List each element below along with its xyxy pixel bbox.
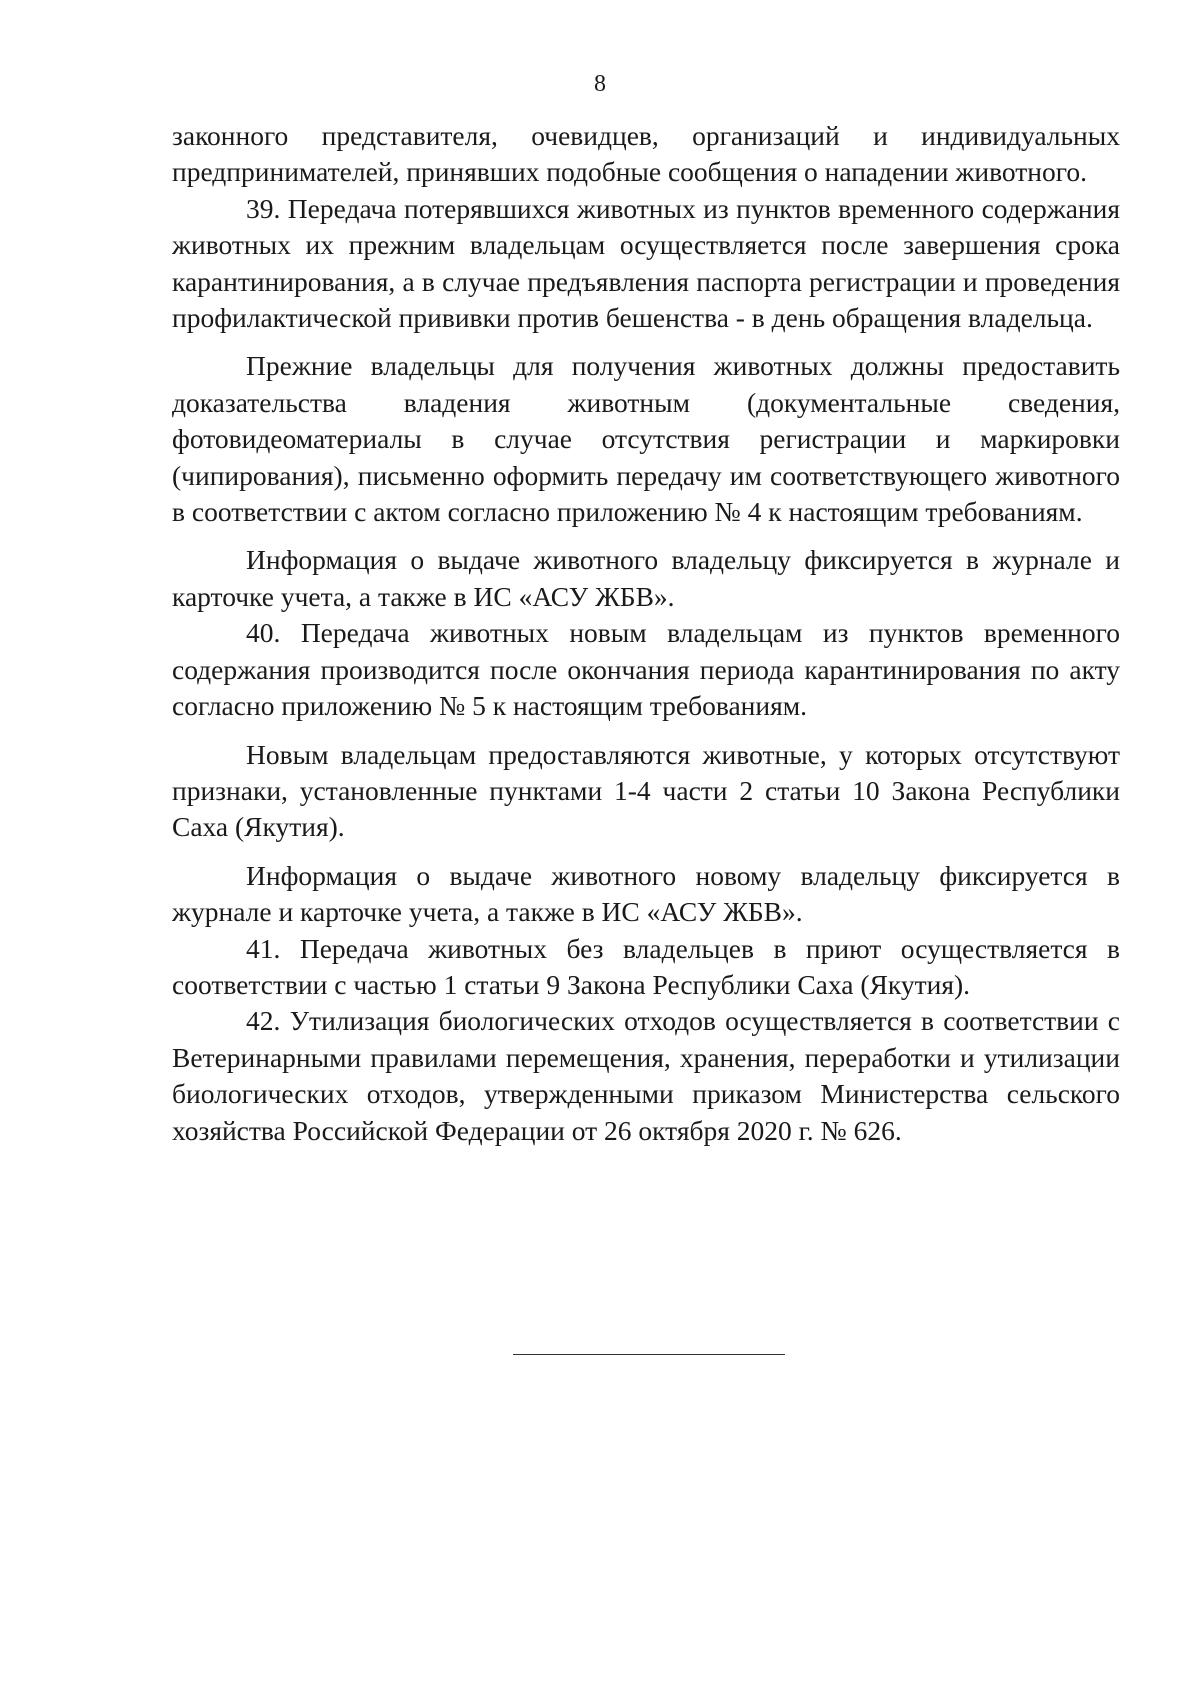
page-number: 8 <box>594 71 606 97</box>
paragraph-item-41: 41. Передача животных без владельцев в приют осуществляется в соответствии с частью 1 статьи 9 Закона Республики Саха (Якутия). <box>172 932 1120 1000</box>
document-body <box>172 118 1120 1149</box>
paragraph-previous-owners: Прежние владельцы для получения животных должны предоставить доказательства владения животным (документальные сведения, фотовидеоматериалы в случае отсутствия регистрации и маркировки (чипирования), письменно оформить передачу им соответствующего животного в соответствии с актом согласно приложению № 4 к настоящим требованиям. <box>172 350 1120 528</box>
paragraph-item-40: 40. Передача животных новым владельцам из пунктов временного содержания производится после окончания периода карантинирования по акту согласно приложению № 5 к настоящим требованиям. <box>172 617 1120 722</box>
paragraph-item-42: 42. Утилизация биологических отходов осуществляется в соответствии с Ветеринарными правилами перемещения, хранения, переработки и утилизации биологических отходов, утвержденными приказом Министерства сельского хозяйства Российской Федерации от 26 октября 2020 г. № 626. <box>172 1005 1120 1146</box>
paragraph-continuation: законного представителя, очевидцев, организаций и индивидуальных предпринимателей, принявших подобные сообщения о нападении животного. <box>172 120 1120 188</box>
paragraph-new-owners: Новым владельцам предоставляются животные, у которых отсутствуют признаки, установленные пунктами 1-4 части 2 статьи 10 Закона Республики Саха (Якутия). <box>172 738 1120 843</box>
closing-divider-line <box>513 1354 785 1355</box>
paragraph-issue-to-owner-info: Информация о выдаче животного владельцу фиксируется в журнале и карточке учета, а также в ИС «АСУ ЖБВ». <box>172 544 1120 612</box>
paragraph-item-39: 39. Передача потерявшихся животных из пунктов временного содержания животных их прежним владельцам осуществляется после завершения срока карантинирования, а в случае предъявления паспорта регистрации и проведения профилактической прививки против бешенства - в день обращения владельца. <box>172 192 1120 334</box>
paragraph-issue-to-new-owner-info: Информация о выдаче животного новому владельцу фиксируется в журнале и карточке учета, а также в ИС «АСУ ЖБВ». <box>172 859 1120 928</box>
